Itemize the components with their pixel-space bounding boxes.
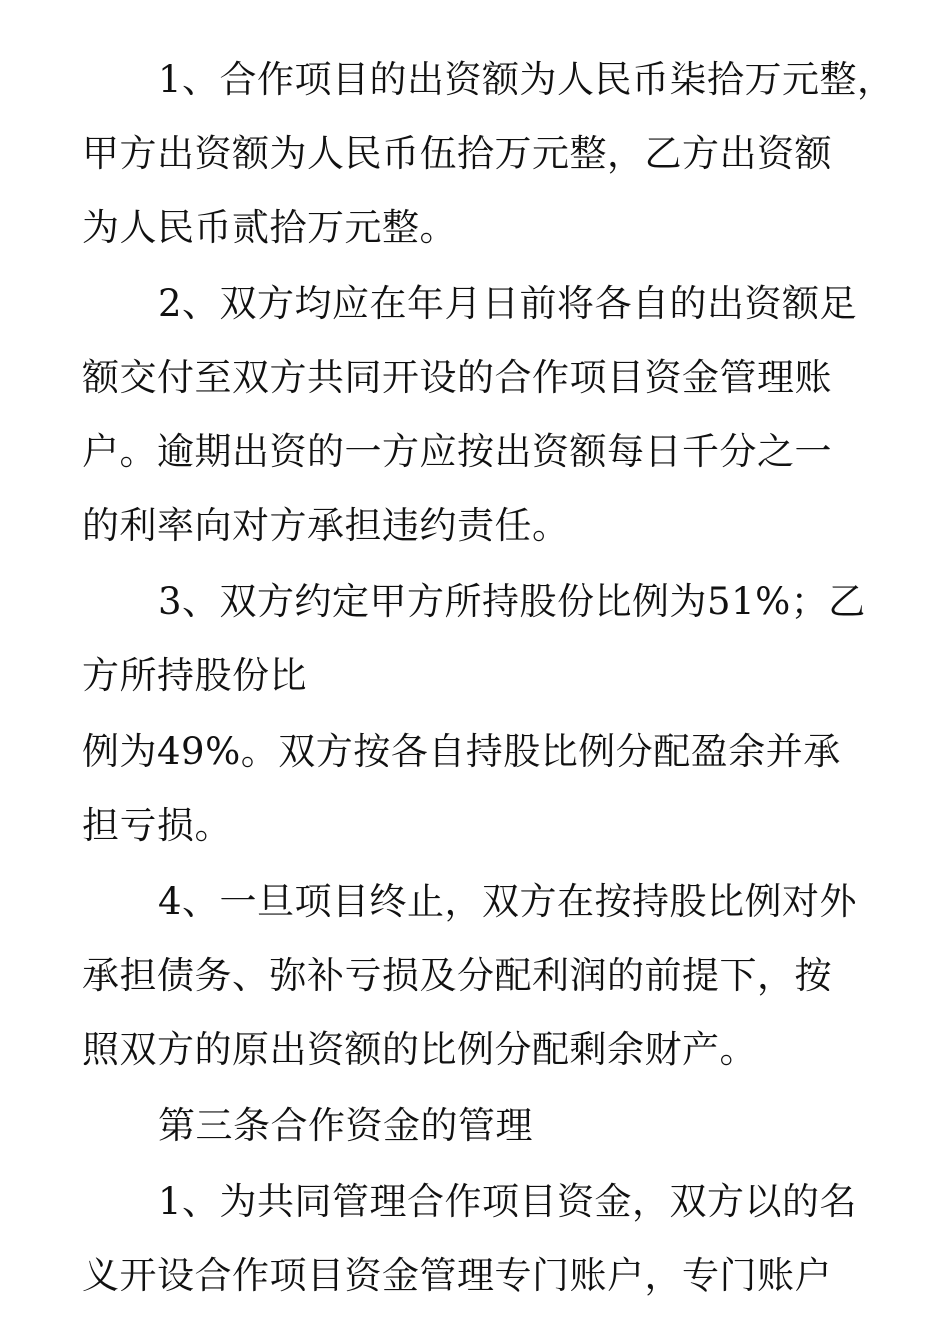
paragraph-1-line-2: 甲方出资额为人民币伍拾万元整，乙方出资额 (82, 132, 832, 175)
paragraph-4-line-1: 4、一旦项目终止，双方在按持股比例对外 (158, 880, 858, 923)
paragraph-3-line-4: 担亏损。 (82, 804, 232, 847)
section-heading: 第三条合作资金的管理 (158, 1104, 533, 1147)
paragraph-4-line-2: 承担债务、弥补亏损及分配利润的前提下，按 (82, 954, 832, 997)
paragraph-3-line-1: 3、双方约定甲方所持股份比例为51%；乙 (158, 580, 866, 623)
paragraph-4-line-3: 照双方的原出资额的比例分配剩余财产。 (82, 1028, 757, 1071)
paragraph-2-line-3: 户。逾期出资的一方应按出资额每日千分之一 (82, 430, 832, 473)
paragraph-5-line-1: 1、为共同管理合作项目资金，双方以的名 (158, 1180, 858, 1223)
paragraph-1-line-1: 1、合作项目的出资额为人民币柒拾万元整， (158, 58, 895, 101)
paragraph-2-line-2: 额交付至双方共同开设的合作项目资金管理账 (82, 356, 832, 399)
paragraph-2-line-1: 2、双方均应在年月日前将各自的出资额足 (158, 282, 858, 325)
paragraph-1-line-3: 为人民币贰拾万元整。 (82, 206, 457, 249)
paragraph-3-line-3: 例为49%。双方按各自持股比例分配盈余并承 (82, 730, 841, 773)
paragraph-2-line-4: 的利率向对方承担违约责任。 (82, 504, 570, 547)
paragraph-5-line-2: 义开设合作项目资金管理专门账户，专门账户 (82, 1254, 832, 1297)
paragraph-3-line-2: 方所持股份比 (82, 654, 307, 697)
